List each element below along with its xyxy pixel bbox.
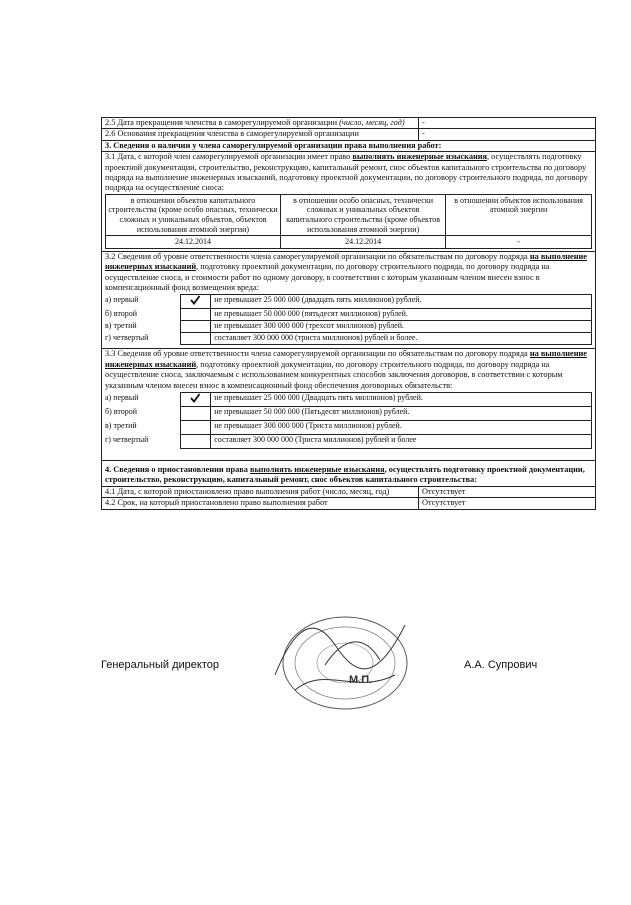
row-4-1 [102, 486, 596, 497]
level-label: а) первый [105, 294, 139, 304]
level-checkbox [180, 295, 211, 309]
row-2-5-value: - [419, 118, 596, 129]
section-3-3-text-a: 3.3 Сведения об уровне ответственности члена саморегулируемой организации по обязательствам по договору подряда [105, 349, 528, 359]
level-text: не превышает 300 000 000 (Триста миллионов) рублей. [211, 421, 592, 435]
section-4-heading [102, 461, 596, 487]
col-capital-objects: в отношении объектов капитального строительства (кроме особо опасных, технически сложных и уникальных объектов, объектов использования атомной энергии) [106, 194, 281, 235]
level-checkbox [180, 435, 211, 449]
level-row [105, 421, 592, 435]
row-2-6-value: - [419, 129, 596, 140]
val-atomic-objects: - [446, 236, 592, 249]
checkmark-icon [190, 295, 200, 305]
row-2-5 [102, 118, 596, 129]
level-label: г) четвертый [105, 434, 149, 444]
section-3-2 [102, 251, 596, 349]
row-3-2 [102, 251, 596, 349]
level-label: б) второй [105, 406, 137, 416]
section-3-1-text-c: , осуществлять подготовку проектной документации, строительство, реконструкцию, капитальный ремонт, снос объектов капитального строительства по договору подряда на выполнение инженерных изысканий, подготовку проектной документации, по договору строительного подряда, по договору подряда на осуществление сноса: [105, 152, 588, 193]
level-label: в) третий [105, 320, 137, 330]
level-row [105, 309, 592, 321]
section-4-text-c: , осуществлять подготовку проектной документации, строительство, реконструкцию, капитальный ремонт, снос объектов капитального строительства: [105, 465, 585, 485]
level-row [105, 295, 592, 309]
signatory-name: А.А. Супрович [464, 659, 538, 671]
signatory-position: Генеральный директор [101, 659, 219, 671]
level-checkbox [180, 309, 211, 321]
level-text: не превышает 50 000 000 (Пятьдесят миллионов) рублей. [211, 407, 592, 421]
section-3-1-text-a: 3.1 Дата, с которой член саморегулируемой организации имеет право [105, 152, 351, 162]
level-label: а) первый [105, 392, 139, 402]
level-label: г) четвертый [105, 332, 149, 342]
checkmark-icon [190, 393, 200, 403]
row-4-2-value: Отсутствует [419, 498, 596, 509]
row-3-heading [102, 140, 596, 151]
section-3-3-text-c: , подготовку проектной документации, по договору строительного подряда, по договору подряда на осуществление сноса, заключаемым с использованием конкурентных способов заключения договоров, в соответствии с которым указанным членом внесен взнос в компенсационный фонд обеспечения договорных обязательств: [105, 359, 563, 390]
section-3-heading: 3. Сведения о наличии у члена саморегулируемой организации права выполнения работ: [102, 140, 596, 151]
row-4-2-label: 4.2 Срок, на который приостановлено право выполнения работ [102, 498, 419, 509]
val-dangerous-objects: 24.12.2014 [280, 236, 445, 249]
stamp-mp-text: М.П. [349, 674, 373, 686]
row-4-1-label: 4.1 Дата, с которой приостановлено право выполнения работ (число, месяц, год) [102, 486, 419, 497]
level-text: не превышает 300 000 000 (трехсот миллионов) рублей. [211, 321, 592, 333]
level-checkbox [180, 321, 211, 333]
main-table [101, 117, 596, 510]
section-3-2-emphasis: на выполнение инженерных изысканий [105, 251, 587, 272]
level-row [105, 435, 592, 449]
val-capital-objects: 24.12.2014 [106, 236, 281, 249]
section-3-2-levels [105, 294, 592, 345]
level-label: в) третий [105, 420, 137, 430]
level-label: б) второй [105, 308, 137, 318]
section-3-3 [102, 349, 596, 461]
section-3-1-emphasis: выполнять инженерные изыскания [352, 152, 488, 162]
section-4-text-a: 4. Сведения о приостановлении права [105, 465, 248, 475]
section-3-1 [102, 152, 596, 252]
level-text: составляет 300 000 000 (триста миллионов) рублей и более. [211, 333, 592, 345]
level-text: не превышает 25 000 000 (Двадцать пять миллионов) рублей. [211, 393, 592, 407]
section-3-1-table [105, 194, 592, 249]
col-atomic-objects: в отношении объектов использования атомной энергии [446, 194, 592, 235]
level-checkbox [180, 393, 211, 407]
row-2-5-label [102, 118, 419, 129]
row-3-1 [102, 152, 596, 252]
row-4-heading [102, 461, 596, 487]
level-checkbox [180, 333, 211, 345]
row-2-5-text: 2.5 Дата прекращения членства в саморегулируемой организации [105, 118, 338, 127]
level-row [105, 393, 592, 407]
level-checkbox [180, 407, 211, 421]
level-row [105, 321, 592, 333]
document-body [101, 117, 596, 510]
stamp-and-signature-icon [255, 605, 430, 715]
level-checkbox [180, 421, 211, 435]
row-3-3 [102, 349, 596, 461]
section-3-3-levels [105, 392, 592, 449]
section-3-2-text-a: 3.2 Сведения об уровне ответственности члена саморегулируемой организации по обязательствам по договору подряда [105, 251, 528, 261]
level-text: не превышает 50 000 000 (пятьдесят миллионов) рублей. [211, 309, 592, 321]
section-3-3-emphasis: на выполнение инженерных изысканий [105, 349, 587, 369]
row-2-5-hint: (число, месяц, год) [339, 118, 405, 127]
section-3-2-text-c: , подготовку проектной документации, по договору строительного подряда, по договору подряда на осуществление сноса, и стоимости работ по одному договору, в соответствии с которым указанным членом внесен взнос в компенсационный фонд возмещения вреда: [105, 262, 550, 293]
row-4-2 [102, 498, 596, 509]
row-4-1-value: Отсутствует [419, 486, 596, 497]
level-row [105, 407, 592, 421]
row-2-6-label: 2.6 Основания прекращения членства в саморегулируемой организации [102, 129, 419, 140]
section-4-emphasis: выполнять инженерные изыскания [250, 465, 385, 475]
level-row [105, 333, 592, 345]
level-text: не превышает 25 000 000 (двадцать пять миллионов) рублей. [211, 295, 592, 309]
level-text: составляет 300 000 000 (Триста миллионов) рублей и более [211, 435, 592, 449]
row-2-6 [102, 129, 596, 140]
col-dangerous-objects: в отношении особо опасных, технически сложных и уникальных объектов капитального строительства (кроме объектов использования атомной энергии) [280, 194, 445, 235]
